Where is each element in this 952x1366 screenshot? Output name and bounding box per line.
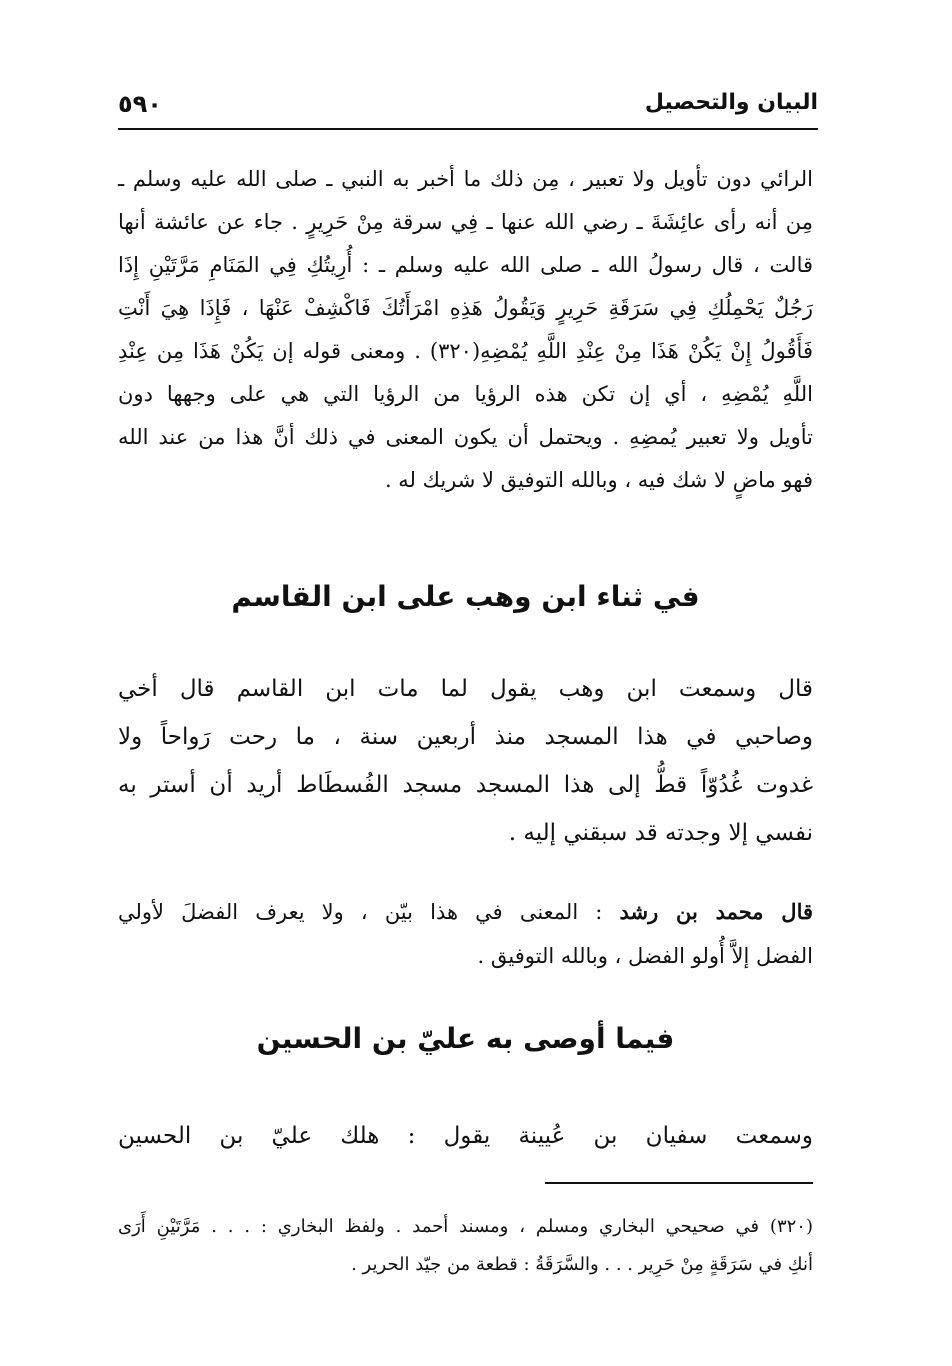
text-line: اللَّهِ يُمْضِهِ ، أي إن تكن هذه الرؤيا من الرؤيا التي هي على وجهها دون	[118, 382, 813, 406]
text-line: نفسي إلا وجدته قد سبقني إليه .	[508, 820, 813, 846]
page-number: ٥٩٠	[118, 90, 162, 118]
text-line: وسمعت سفيان بن عُيينة يقول : هلك عليّ بن الحسين	[118, 1123, 813, 1149]
footnote	[118, 1208, 813, 1284]
paragraph-ibn-rushd	[118, 890, 813, 978]
paragraph-ibn-wahb	[118, 665, 813, 857]
paragraph-sufyan	[118, 1112, 813, 1160]
text-line: الرائي دون تأويل ولا تعبير ، مِن ذلك ما أخبر به النبي ـ صلى الله عليه وسلم ـ	[118, 167, 813, 191]
text-line	[118, 890, 813, 934]
text-line: رَجُلٌ يَحْمِلُكِ فِي سَرَقَةِ حَرِيرٍ وَيَقُولُ هَذِهِ امْرَأَتُكَ فَاكْشِفْ عَنْهَا ، فَإِذَا هِيَ أَنْتِ	[118, 296, 813, 320]
section-heading: في ثناء ابن وهب على ابن القاسم	[231, 580, 700, 613]
text-line: فَأَقُولُ إِنْ يَكُنْ هَذَا مِنْ عِنْدِ اللَّهِ يُمْضِهِ(٣٢٠) . ومعنى قوله إن يَكُنْ هَذَا مِن عِنْدِ	[118, 339, 813, 363]
text-line: قالت ، قال رسولُ الله ـ صلى الله عليه وسلم ـ : أُرِيتُكِ فِي المَنَامِ مَرَّتَيْنِ إِذَا	[118, 253, 813, 277]
speaker-name: قال محمد بن رشد	[619, 899, 814, 924]
text-line: الفضل إلاَّ أُولو الفضل ، وبالله التوفيق .	[477, 944, 813, 968]
text-line: وصاحبي في هذا المسجد منذ أربعين سنة ، ما رحت رَواحاً ولا	[118, 724, 813, 750]
footnote-divider	[545, 1182, 813, 1184]
text-line: غدوت غُدُوّاً قطُّ إلى هذا المسجد مسجد الفُسطَاط أريد أن أستر به	[118, 772, 813, 798]
text-line: قال وسمعت ابن وهب يقول لما مات ابن القاسم قال أخي	[118, 676, 813, 702]
page-header	[118, 88, 818, 130]
footnote-line: أنكِ في سَرَقَةٍ مِنْ حَرِير . . . والسَّرَقَةُ : قطعة من جيّد الحرير .	[351, 1254, 813, 1275]
section-heading: فيما أوصى به عليّ بن الحسين	[256, 1022, 675, 1055]
running-title: البيان والتحصيل	[644, 90, 818, 115]
text-line: فهو ماضٍ لا شك فيه ، وبالله التوفيق لا شريك له .	[384, 468, 813, 492]
text-run: : المعنى في هذا بيّن ، ولا يعرف الفضلَ لأولي	[118, 900, 620, 924]
paragraph-hadith	[118, 158, 813, 502]
text-line: تأويل ولا تعبير يُمضِهِ . ويحتمل أن يكون المعنى في ذلك أنَّ هذا من عند الله	[118, 425, 813, 449]
footnote-line: (٣٢٠) في صحيحي البخاري ومسلم ، ومسند أحمد . ولفظ البخاري : . . . مَرَّتَيْنِ أَرَى	[118, 1216, 813, 1237]
text-line: مِن أنه رأى عائِشَةَ ـ رضي الله عنها ـ فِي سرقة مِنْ حَرِيرٍ . جاء عن عائشة أنها	[118, 210, 813, 234]
